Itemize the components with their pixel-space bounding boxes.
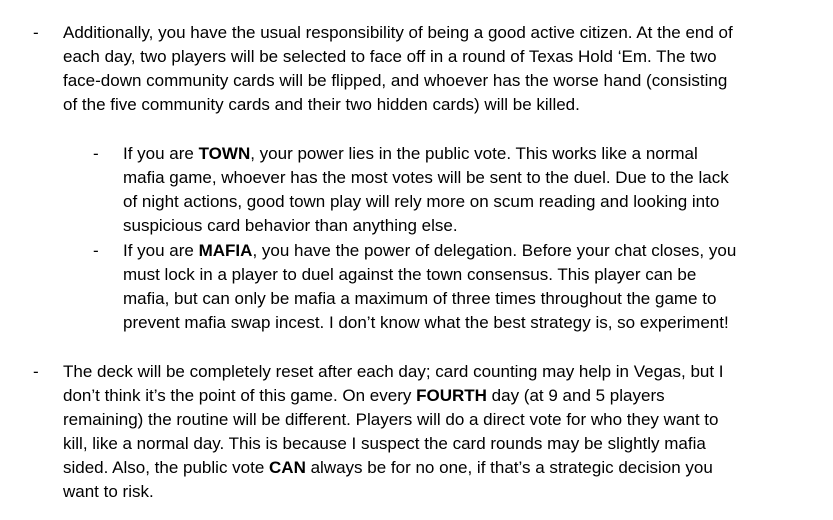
text-run: don’t think it’s the point of this game. On every xyxy=(63,386,417,405)
text-line: mafia game, whoever has the most votes will be sent to the duel. Due to the lack xyxy=(123,168,729,187)
text-line xyxy=(63,384,803,408)
text-line: The deck will be completely reset after each day; card counting may help in Vegas, but I xyxy=(63,362,724,381)
bullet-marker: - xyxy=(93,241,99,260)
text-line xyxy=(123,142,793,166)
text-line: mafia, but can only be mafia a maximum of three times throughout the game to xyxy=(123,289,717,308)
bullet-marker: - xyxy=(33,362,39,381)
text-line: suspicious card behavior than anything else. xyxy=(123,216,458,235)
text-run: always be for no one, if that’s a strategic decision you xyxy=(305,458,713,477)
text-run: , your power lies in the public vote. This works like a normal xyxy=(250,144,698,163)
text-line: remaining) the routine will be different. Players will do a direct vote for who they want to xyxy=(63,410,719,429)
text-line xyxy=(63,456,803,480)
text-line: prevent mafia swap incest. I don’t know what the best strategy is, so experiment! xyxy=(123,313,729,332)
can-bold: CAN xyxy=(269,458,306,477)
text-line: face-down community cards will be flipped, and whoever has the worse hand (consisting xyxy=(63,71,728,90)
text-line: of night actions, good town play will rely more on scum reading and looking into xyxy=(123,192,720,211)
text-run: If you are xyxy=(123,144,199,163)
text-line: must lock in a player to duel against the town consensus. This player can be xyxy=(123,265,697,284)
bullet-text xyxy=(123,142,793,238)
role-town-bold: TOWN xyxy=(198,144,251,163)
text-line: kill, like a normal day. This is because I suspect the card rounds may be slightly mafia xyxy=(63,434,706,453)
text-line: want to risk. xyxy=(63,482,154,501)
text-line: each day, two players will be selected to face off in a round of Texas Hold ‘Em. The two xyxy=(63,47,717,66)
text-run: day (at 9 and 5 players xyxy=(486,386,665,405)
text-run: If you are xyxy=(123,241,199,260)
bullet-marker: - xyxy=(93,144,99,163)
text-run: , you have the power of delegation. Before your chat closes, you xyxy=(252,241,737,260)
fourth-bold: FOURTH xyxy=(416,386,487,405)
role-mafia-bold: MAFIA xyxy=(198,241,253,260)
text-line xyxy=(123,239,793,263)
bullet-text xyxy=(63,21,803,117)
text-line: Additionally, you have the usual responsibility of being a good active citizen. At the end of xyxy=(63,23,733,42)
text-run: sided. Also, the public vote xyxy=(63,458,270,477)
text-line: of the five community cards and their two hidden cards) will be killed. xyxy=(63,95,580,114)
bullet-text xyxy=(63,360,803,504)
bullet-text xyxy=(123,239,793,335)
bullet-marker: - xyxy=(33,23,39,42)
